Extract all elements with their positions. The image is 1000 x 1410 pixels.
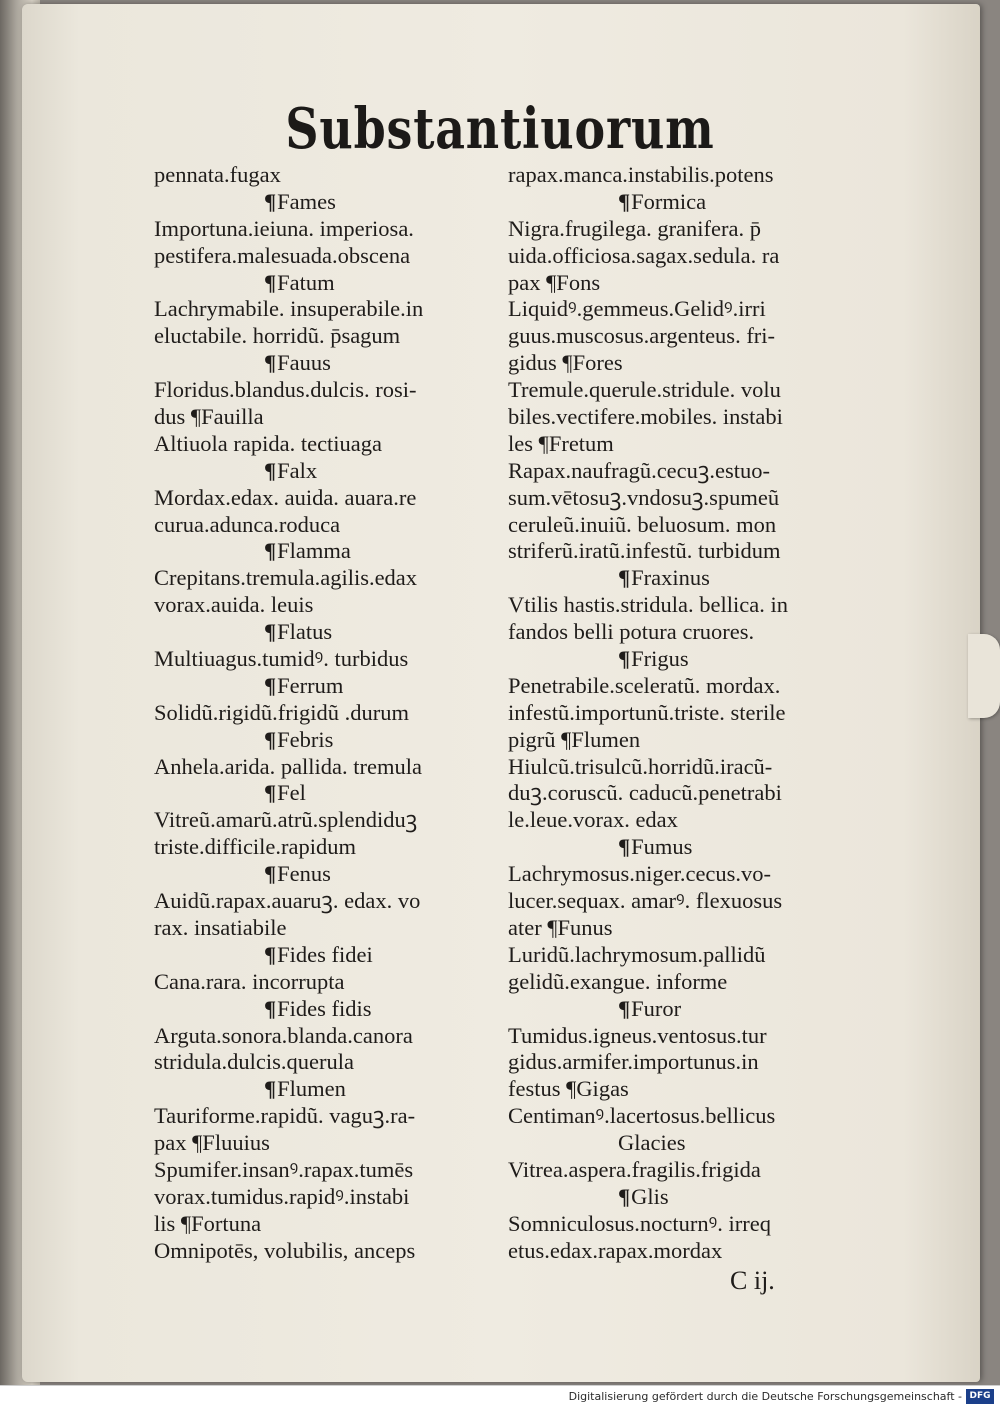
line-text: Falx bbox=[277, 457, 318, 483]
line-text: duꝫ.coruscũ. caducũ.penetrabi bbox=[508, 780, 782, 806]
entry-heading bbox=[508, 1184, 863, 1211]
pilcrow-icon: ¶ bbox=[264, 995, 277, 1021]
line-text: Luridũ.lachrymosum.pallidũ bbox=[508, 941, 766, 967]
text-line bbox=[508, 942, 863, 969]
entry-heading bbox=[154, 350, 499, 377]
line-text: Vtilis hastis.stridula. bellica. in bbox=[508, 592, 788, 618]
text-line bbox=[508, 780, 863, 807]
text-line bbox=[508, 485, 863, 512]
text-line bbox=[154, 646, 499, 673]
text-line bbox=[154, 323, 499, 350]
entry-heading bbox=[508, 834, 863, 861]
line-text: eluctabile. horridũ. p̄sagum bbox=[154, 323, 401, 349]
line-text: Multiuagus.tumidꝰ. turbidus bbox=[154, 646, 409, 672]
entry-heading bbox=[154, 270, 499, 297]
text-line bbox=[154, 915, 499, 942]
pilcrow-icon: ¶ bbox=[618, 834, 631, 860]
line-text: Ferrum bbox=[277, 672, 344, 698]
entry-heading bbox=[154, 538, 499, 565]
page-tab bbox=[968, 634, 1000, 718]
line-text: Lachrymabile. insuperabile.in bbox=[154, 296, 424, 322]
entry-heading bbox=[508, 1130, 863, 1157]
text-line bbox=[154, 1103, 499, 1130]
pilcrow-icon: ¶ bbox=[264, 861, 277, 887]
text-line bbox=[508, 323, 863, 350]
line-text: Floridus.blandus.dulcis. rosi- bbox=[154, 377, 417, 403]
line-text: Fides fidis bbox=[277, 995, 372, 1021]
text-line bbox=[508, 727, 863, 754]
line-text: Tauriforme.rapidũ. vaguꝫ.ra- bbox=[154, 1103, 416, 1129]
text-line bbox=[154, 431, 499, 458]
text-line bbox=[508, 243, 863, 270]
line-text: gelidũ.exangue. informe bbox=[508, 968, 728, 994]
line-text: Centimanꝰ.lacertosus.bellicus bbox=[508, 1103, 776, 1129]
footer-bar bbox=[0, 1385, 1000, 1410]
entry-heading bbox=[154, 996, 499, 1023]
text-line bbox=[508, 1238, 863, 1265]
line-text: curua.adunca.roduca bbox=[154, 511, 341, 537]
text-line bbox=[154, 834, 499, 861]
entry-heading bbox=[154, 458, 499, 485]
text-line bbox=[154, 296, 499, 323]
text-line bbox=[154, 216, 499, 243]
text-line bbox=[508, 915, 863, 942]
line-text: Fames bbox=[277, 188, 336, 214]
text-line bbox=[508, 377, 863, 404]
text-line bbox=[508, 969, 863, 996]
pilcrow-icon: ¶ bbox=[264, 188, 277, 214]
line-text: festus ¶Gigas bbox=[508, 1076, 629, 1102]
line-text: Cana.rara. incorrupta bbox=[154, 968, 345, 994]
text-line bbox=[508, 592, 863, 619]
line-text: ater ¶Funus bbox=[508, 914, 613, 940]
text-line bbox=[508, 1211, 863, 1238]
text-line bbox=[508, 619, 863, 646]
signature-mark: C ij. bbox=[730, 1266, 775, 1295]
line-text: Flatus bbox=[277, 619, 333, 645]
text-line bbox=[154, 700, 499, 727]
entry-heading bbox=[508, 646, 863, 673]
line-text: Importuna.ieiuna. imperiosa. bbox=[154, 215, 414, 241]
text-line bbox=[154, 754, 499, 781]
text-line bbox=[154, 1049, 499, 1076]
text-line bbox=[154, 1130, 499, 1157]
entry-heading bbox=[154, 619, 499, 646]
text-line bbox=[508, 512, 863, 539]
line-text: ceruleũ.inuiũ. beluosum. mon bbox=[508, 511, 777, 537]
entry-heading bbox=[508, 565, 863, 592]
entry-heading bbox=[154, 861, 499, 888]
line-text: lucer.sequax. amarꝰ. flexuosus bbox=[508, 888, 783, 914]
text-line bbox=[508, 1049, 863, 1076]
pilcrow-icon: ¶ bbox=[264, 672, 277, 698]
pilcrow-icon: ¶ bbox=[618, 646, 631, 672]
text-line bbox=[154, 1023, 499, 1050]
text-line bbox=[508, 1103, 863, 1130]
line-text: etus.edax.rapax.mordax bbox=[508, 1237, 723, 1263]
line-text: pennata.fugax bbox=[154, 162, 281, 187]
text-line bbox=[154, 162, 499, 189]
text-line bbox=[508, 404, 863, 431]
pilcrow-icon: ¶ bbox=[264, 350, 277, 376]
line-text: Furor bbox=[631, 995, 682, 1021]
left-text-column bbox=[154, 162, 499, 1265]
text-line bbox=[154, 404, 499, 431]
line-text: Formica bbox=[631, 188, 707, 214]
line-text: Fides fidei bbox=[277, 941, 373, 967]
line-text: sum.vētosuꝫ.vndosuꝫ.spumeũ bbox=[508, 484, 780, 510]
line-text: Omnipotēs, volubilis, anceps bbox=[154, 1237, 416, 1263]
pilcrow-icon: ¶ bbox=[264, 1076, 277, 1102]
text-line bbox=[508, 431, 863, 458]
text-line bbox=[508, 1076, 863, 1103]
entry-heading bbox=[508, 189, 863, 216]
text-line bbox=[154, 1238, 499, 1265]
right-text-column bbox=[508, 162, 863, 1265]
text-line bbox=[508, 700, 863, 727]
line-text: Anhela.arida. pallida. tremula bbox=[154, 753, 423, 779]
text-line bbox=[508, 350, 863, 377]
line-text: vorax.auida. leuis bbox=[154, 592, 314, 618]
pilcrow-icon: ¶ bbox=[264, 941, 277, 967]
text-line bbox=[154, 512, 499, 539]
text-line bbox=[508, 270, 863, 297]
text-line bbox=[154, 807, 499, 834]
line-text: Fraxinus bbox=[631, 565, 710, 591]
entry-heading bbox=[154, 1076, 499, 1103]
line-text: Nigra.frugilega. granifera. p̄ bbox=[508, 215, 762, 241]
text-line bbox=[154, 377, 499, 404]
entry-heading bbox=[154, 673, 499, 700]
line-text: Glis bbox=[631, 1183, 669, 1209]
pilcrow-icon: ¶ bbox=[618, 1183, 631, 1209]
line-text: vorax.tumidus.rapidꝰ.instabi bbox=[154, 1183, 410, 1209]
line-text: Tumidus.igneus.ventosus.tur bbox=[508, 1022, 767, 1048]
text-line bbox=[154, 243, 499, 270]
line-text: gidus.armifer.importunus.in bbox=[508, 1049, 759, 1075]
line-text: biles.vectifere.mobiles. instabi bbox=[508, 404, 783, 430]
line-text: Arguta.sonora.blanda.canora bbox=[154, 1022, 413, 1048]
text-line bbox=[508, 1157, 863, 1184]
line-text: guus.muscosus.argenteus. fri- bbox=[508, 323, 776, 349]
line-text: Mordax.edax. auida. auara.re bbox=[154, 484, 417, 510]
text-line bbox=[508, 296, 863, 323]
line-text: Flumen bbox=[277, 1076, 346, 1102]
line-text: rapax.manca.instabilis.potens bbox=[508, 162, 774, 187]
entry-heading bbox=[154, 780, 499, 807]
entry-heading bbox=[508, 996, 863, 1023]
line-text: lis ¶Fortuna bbox=[154, 1210, 262, 1236]
line-text: Fel bbox=[277, 780, 306, 806]
line-text: stridula.dulcis.querula bbox=[154, 1049, 354, 1075]
line-text: triste.difficile.rapidum bbox=[154, 834, 357, 860]
text-line bbox=[508, 1023, 863, 1050]
line-text: Lachrymosus.niger.cecus.vo- bbox=[508, 861, 772, 887]
text-line bbox=[508, 807, 863, 834]
pilcrow-icon: ¶ bbox=[264, 457, 277, 483]
line-text: Tremule.querule.stridule. volu bbox=[508, 377, 781, 403]
line-text: Crepitans.tremula.agilis.edax bbox=[154, 565, 418, 591]
text-line bbox=[154, 1157, 499, 1184]
line-text: pax ¶Fons bbox=[508, 269, 601, 295]
line-text: Liquidꝰ.gemmeus.Gelidꝰ.irri bbox=[508, 296, 766, 322]
line-text: Auidũ.rapax.auaruꝫ. edax. vo bbox=[154, 888, 421, 914]
text-line bbox=[508, 673, 863, 700]
pilcrow-icon: ¶ bbox=[618, 188, 631, 214]
line-text: le.leue.vorax. edax bbox=[508, 807, 678, 833]
text-line bbox=[508, 861, 863, 888]
line-text: Fatum bbox=[277, 269, 335, 295]
text-line bbox=[154, 485, 499, 512]
line-text: Penetrabile.sceleratũ. mordax. bbox=[508, 672, 781, 698]
pilcrow-icon: ¶ bbox=[264, 538, 277, 564]
line-text: Fumus bbox=[631, 834, 693, 860]
text-line bbox=[508, 216, 863, 243]
line-text: pax ¶Fluuius bbox=[154, 1130, 270, 1156]
line-text: Rapax.naufragũ.cecuꝫ.estuo- bbox=[508, 457, 771, 483]
text-line bbox=[508, 458, 863, 485]
pilcrow-icon: ¶ bbox=[618, 565, 631, 591]
text-line bbox=[508, 538, 863, 565]
line-text: Hiulcũ.trisulcũ.horridũ.iracũ- bbox=[508, 753, 773, 779]
line-text: fandos belli potura cruores. bbox=[508, 619, 755, 645]
entry-heading bbox=[154, 942, 499, 969]
pilcrow-icon: ¶ bbox=[618, 995, 631, 1021]
page-title: Substantiuorum bbox=[285, 96, 715, 162]
text-line bbox=[154, 969, 499, 996]
text-line bbox=[508, 162, 863, 189]
pilcrow-icon: ¶ bbox=[264, 780, 277, 806]
footer-credit: Digitalisierung gefördert durch die Deutsche Forschungsgemeinschaft - bbox=[568, 1390, 962, 1403]
line-text: Vitrea.aspera.fragilis.frigida bbox=[508, 1156, 761, 1182]
line-text: Febris bbox=[277, 726, 334, 752]
line-text: gidus ¶Fores bbox=[508, 350, 623, 376]
dfg-logo-icon: DFG bbox=[966, 1389, 994, 1404]
text-line bbox=[154, 1184, 499, 1211]
entry-heading bbox=[154, 727, 499, 754]
line-text: rax. insatiabile bbox=[154, 914, 287, 940]
line-text: uida.officiosa.sagax.sedula. ra bbox=[508, 242, 780, 268]
pilcrow-icon: ¶ bbox=[264, 619, 277, 645]
line-text: dus ¶Fauilla bbox=[154, 404, 264, 430]
text-line bbox=[154, 565, 499, 592]
line-text: Fauus bbox=[277, 350, 331, 376]
text-line bbox=[154, 592, 499, 619]
pilcrow-icon: ¶ bbox=[264, 726, 277, 752]
pilcrow-icon: ¶ bbox=[264, 269, 277, 295]
line-text: Spumifer.insanꝰ.rapax.tumēs bbox=[154, 1156, 414, 1182]
line-text: infestũ.importunũ.triste. sterile bbox=[508, 699, 786, 725]
line-text: Flamma bbox=[277, 538, 351, 564]
line-text: Somniculosus.nocturnꝰ. irreq bbox=[508, 1210, 771, 1236]
line-text: Glacies bbox=[618, 1130, 686, 1156]
line-text: Vitreũ.amarũ.atrũ.splendiduꝫ bbox=[154, 807, 418, 833]
text-line bbox=[508, 754, 863, 781]
text-line bbox=[154, 1211, 499, 1238]
line-text: Altiuola rapida. tectiuaga bbox=[154, 430, 383, 456]
text-line bbox=[154, 888, 499, 915]
line-text: pestifera.malesuada.obscena bbox=[154, 242, 411, 268]
line-text: Fenus bbox=[277, 861, 331, 887]
line-text: Solidũ.rigidũ.frigidũ .durum bbox=[154, 699, 409, 725]
line-text: les ¶Fretum bbox=[508, 430, 614, 456]
entry-heading bbox=[154, 189, 499, 216]
line-text: striferũ.iratũ.infestũ. turbidum bbox=[508, 538, 781, 564]
line-text: Frigus bbox=[631, 646, 689, 672]
text-line bbox=[508, 888, 863, 915]
line-text: pigrũ ¶Flumen bbox=[508, 726, 641, 752]
